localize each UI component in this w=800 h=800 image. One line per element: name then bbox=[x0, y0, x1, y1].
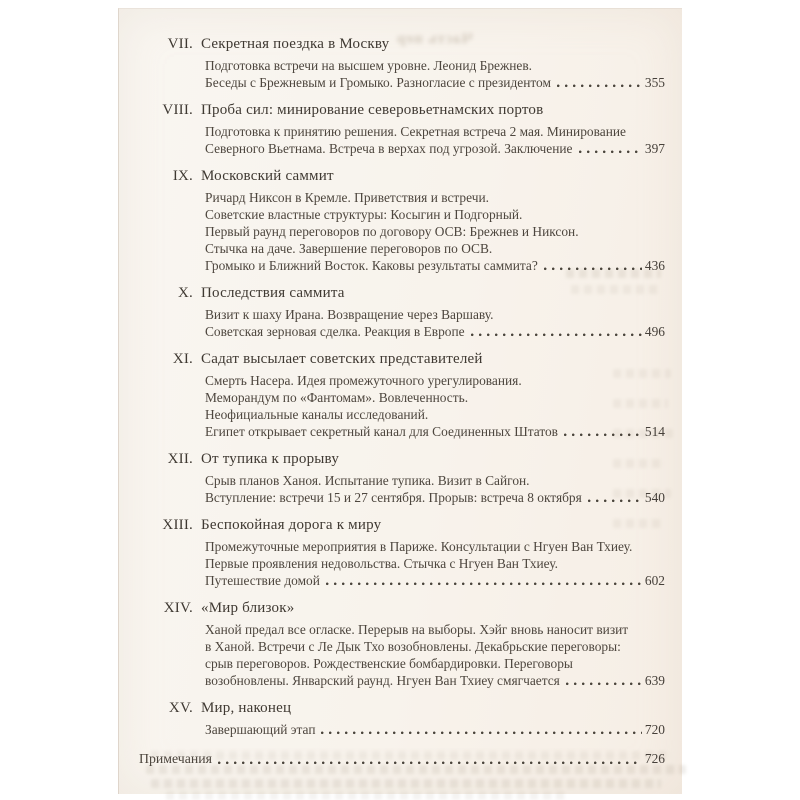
toc-entry-viii bbox=[139, 101, 665, 157]
chapter-title: Проба сил: минирование северовьетнамских портов bbox=[201, 102, 544, 118]
chapter-subtitle: возобновлены. Январский раунд. Нгуен Ван Тхиеу смягчается bbox=[205, 673, 560, 688]
page-number: 540 bbox=[644, 490, 665, 505]
chapter-subtitle: Советская зерновая сделка. Реакция в Европе bbox=[205, 324, 465, 339]
chapter-subtitle: Смерть Насера. Идея промежуточного урегулирования. bbox=[205, 373, 522, 388]
dot-leader bbox=[321, 731, 641, 735]
dot-leader bbox=[579, 150, 642, 154]
chapter-subtitle: Первый раунд переговоров по договору ОСВ: Брежнев и Никсон. bbox=[205, 224, 579, 239]
dot-leader bbox=[557, 84, 642, 88]
bleed-through-line bbox=[151, 779, 661, 788]
toc-entry-xiii bbox=[139, 516, 665, 589]
page-number: 397 bbox=[644, 141, 665, 156]
chapter-numeral: XII. bbox=[167, 451, 193, 467]
toc-entry-xi bbox=[139, 350, 665, 440]
chapter-title: «Мир близок» bbox=[201, 600, 295, 616]
page-number: 602 bbox=[644, 573, 665, 588]
chapter-title: От тупика к прорыву bbox=[201, 451, 340, 467]
toc-entry-ix bbox=[139, 167, 665, 274]
chapter-numeral: XV. bbox=[168, 700, 193, 716]
page-number: 514 bbox=[644, 424, 665, 439]
chapter-subtitle: Завершающий этап bbox=[205, 722, 316, 737]
chapter-numeral: XI. bbox=[172, 351, 193, 367]
toc-entry-x bbox=[139, 284, 665, 340]
chapter-subtitle: Северного Вьетнама. Встреча в верхах под угрозой. Заключение bbox=[205, 141, 573, 156]
dot-leader bbox=[544, 267, 642, 271]
chapter-subtitle: Первые проявления недовольства. Стычка с Нгуен Ван Тхиеу. bbox=[205, 556, 558, 571]
chapter-title: Московский саммит bbox=[201, 168, 334, 184]
chapter-subtitle: Ханой предал все огласке. Перерыв на выборы. Хэйг вновь наносит визит bbox=[205, 622, 629, 637]
chapter-subtitle: срыв переговоров. Рождественские бомбардировки. Переговоры bbox=[205, 656, 573, 671]
toc-entry-xiv bbox=[139, 599, 665, 689]
chapter-subtitle: Ричард Никсон в Кремле. Приветствия и встречи. bbox=[205, 190, 489, 205]
page-number: 720 bbox=[644, 722, 665, 737]
chapter-subtitle: Египет открывает секретный канал для Соединенных Штатов bbox=[205, 424, 559, 439]
table-of-contents bbox=[139, 35, 665, 768]
chapter-subtitle: Визит к шаху Ирана. Возвращение через Варшаву. bbox=[205, 307, 494, 322]
chapter-subtitle: Вступление: встречи 15 и 27 сентября. Прорыв: встреча 8 октября bbox=[205, 490, 582, 505]
toc-entry-vii bbox=[139, 35, 665, 91]
book-page bbox=[118, 8, 682, 794]
chapter-subtitle: Промежуточные мероприятия в Париже. Консультации с Нгуен Ван Тхиеу. bbox=[205, 539, 633, 554]
toc-entry-notes bbox=[139, 750, 665, 768]
chapter-title: Садат высылает советских представителей bbox=[201, 351, 483, 367]
chapter-subtitle: Беседы с Брежневым и Громыко. Разногласие с президентом bbox=[205, 75, 551, 90]
dot-leader bbox=[218, 761, 642, 765]
chapter-subtitle: Подготовка встречи на высшем уровне. Леонид Брежнев. bbox=[205, 58, 533, 73]
chapter-subtitle: Неофициальные каналы исследований. bbox=[205, 407, 429, 422]
bleed-through-line bbox=[166, 791, 566, 800]
page-number: 355 bbox=[644, 75, 665, 90]
notes-label: Примечания bbox=[139, 751, 212, 766]
chapter-subtitle: Громыко и Ближний Восток. Каковы результаты саммита? bbox=[205, 258, 538, 273]
page-number: 726 bbox=[644, 751, 665, 766]
chapter-numeral: VII. bbox=[167, 36, 193, 52]
chapter-subtitle: Стычка на даче. Завершение переговоров по ОСВ. bbox=[205, 241, 493, 256]
chapter-subtitle: в Ханой. Встречи с Ле Дык Тхо возобновлены. Декабрьские переговоры: bbox=[205, 639, 621, 654]
dot-leader bbox=[471, 333, 642, 337]
page-number: 639 bbox=[644, 673, 665, 688]
chapter-title: Последствия саммита bbox=[201, 285, 345, 301]
dot-leader bbox=[326, 582, 642, 586]
toc-entry-xv bbox=[139, 699, 665, 738]
chapter-numeral: IX. bbox=[172, 168, 193, 184]
dot-leader bbox=[564, 433, 642, 437]
chapter-title: Беспокойная дорога к миру bbox=[201, 517, 382, 533]
chapter-subtitle: Срыв планов Ханоя. Испытание тупика. Визит в Сайгон. bbox=[205, 473, 530, 488]
chapter-subtitle: Подготовка к принятию решения. Секретная встреча 2 мая. Минирование bbox=[205, 124, 626, 139]
dot-leader bbox=[588, 499, 642, 503]
chapter-subtitle: Меморандум по «Фантомам». Вовлеченность. bbox=[205, 390, 469, 405]
chapter-title: Мир, наконец bbox=[201, 700, 292, 716]
chapter-numeral: XIV. bbox=[163, 600, 193, 616]
toc-entry-xii bbox=[139, 450, 665, 506]
chapter-numeral: XIII. bbox=[162, 517, 193, 533]
page-number: 436 bbox=[644, 258, 665, 273]
chapter-subtitle: Советские властные структуры: Косыгин и Подгорный. bbox=[205, 207, 523, 222]
chapter-subtitle: Путешествие домой bbox=[205, 573, 320, 588]
chapter-numeral: X. bbox=[178, 285, 193, 301]
bleed-through-text: Часть пер bbox=[396, 31, 473, 47]
chapter-numeral: VIII. bbox=[162, 102, 193, 118]
chapter-title: Секретная поездка в Москву bbox=[201, 36, 390, 52]
page-number: 496 bbox=[644, 324, 665, 339]
dot-leader bbox=[566, 682, 642, 686]
